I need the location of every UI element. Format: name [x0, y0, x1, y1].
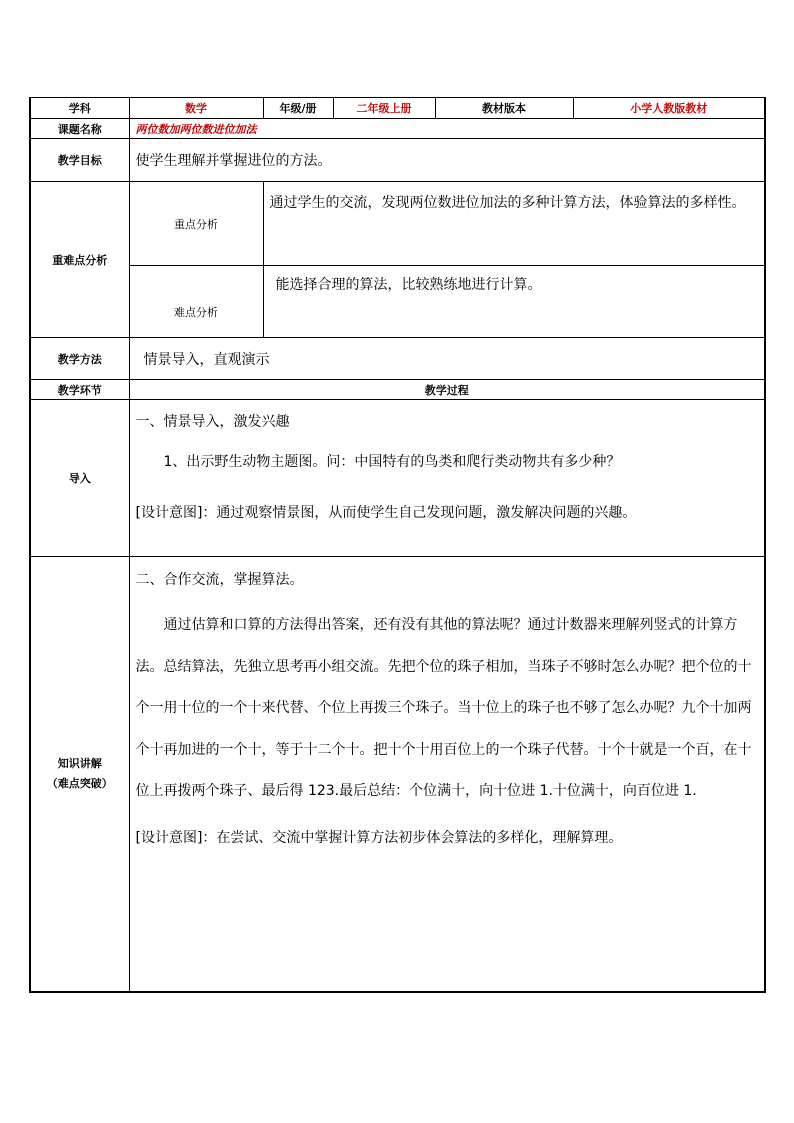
key-analysis-text: 通过学生的交流，发现两位数进位加法的多种计算方法，体验算法的多样性。: [263, 182, 765, 266]
knowledge-heading: 二、合作交流，掌握算法。: [135, 572, 304, 588]
grade-value: 二年级上册: [333, 98, 435, 119]
grade-label: 年级/册: [263, 98, 333, 119]
intro-label: 导入: [30, 400, 129, 557]
method-text: 情景导入，直观演示: [129, 338, 765, 380]
stage-header: 教学环节: [30, 380, 129, 400]
difficult-analysis-row: [30, 266, 765, 338]
topic-value: 两位数加两位数进位加法: [129, 119, 765, 139]
goal-row: [30, 139, 765, 182]
knowledge-design-note: [设计意图]：在尝试、交流中掌握计算方法初步体会算法的多样化，理解算理。: [135, 829, 623, 846]
header-row: [30, 98, 765, 119]
edition-value: 小学人教版教材: [573, 98, 765, 119]
key-analysis-label: 重点分析: [129, 182, 263, 266]
method-row: [30, 338, 765, 380]
topic-label: 课题名称: [30, 119, 129, 139]
knowledge-label-sub: （难点突破）: [46, 776, 113, 790]
difficult-analysis-text: 能选择合理的算法，比较熟练地进行计算。: [263, 266, 765, 338]
knowledge-label-main: 知识讲解: [57, 756, 102, 770]
knowledge-content: [129, 557, 765, 992]
lesson-plan-table: [29, 97, 766, 993]
edition-label: 教材版本: [435, 98, 573, 119]
intro-question: 1、出示野生动物主题图。问：中国特有的鸟类和爬行类动物共有多少种？: [163, 454, 621, 470]
intro-heading: 一、情景导入，激发兴趣: [135, 414, 290, 430]
method-label: 教学方法: [30, 338, 129, 380]
knowledge-label: [30, 557, 129, 992]
intro-row: [30, 400, 765, 557]
key-analysis-row: [30, 182, 765, 266]
intro-content: [129, 400, 765, 557]
knowledge-paragraph: 通过估算和口算的方法得出答案，还有没有其他的算法呢？通过计数器来理解列竖式的计算方法。总结算法，先独立思考再小组交流。先把个位的珠子相加，当珠子不够时怎么办呢？把个位的十个一用十位的一个十来代替、个位上再拨三个珠子。当十位上的珠子也不够了怎么办呢？九个十加两个十再加进的一个十，等于十二个十。把十个十用百位上的一个珠子代替。十个十就是一个百，在十位上再拨两个珠子、最后得 123.最后总结：个位满十，向十位进 1.十位满十，向百位进 1.: [135, 617, 752, 799]
process-header: 教学过程: [129, 380, 765, 400]
subject-value: 数学: [129, 98, 263, 119]
topic-row: [30, 119, 765, 139]
knowledge-row: [30, 557, 765, 992]
subject-label: 学科: [30, 98, 129, 119]
difficult-analysis-label: 难点分析: [129, 266, 263, 338]
intro-design-note: [设计意图]：通过观察情景图，从而使学生自己发现问题，激发解决问题的兴趣。: [135, 505, 637, 521]
goal-text: 使学生理解并掌握进位的方法。: [129, 139, 765, 182]
goal-label: 教学目标: [30, 139, 129, 182]
process-header-row: [30, 380, 765, 400]
analysis-label: 重难点分析: [30, 182, 129, 338]
